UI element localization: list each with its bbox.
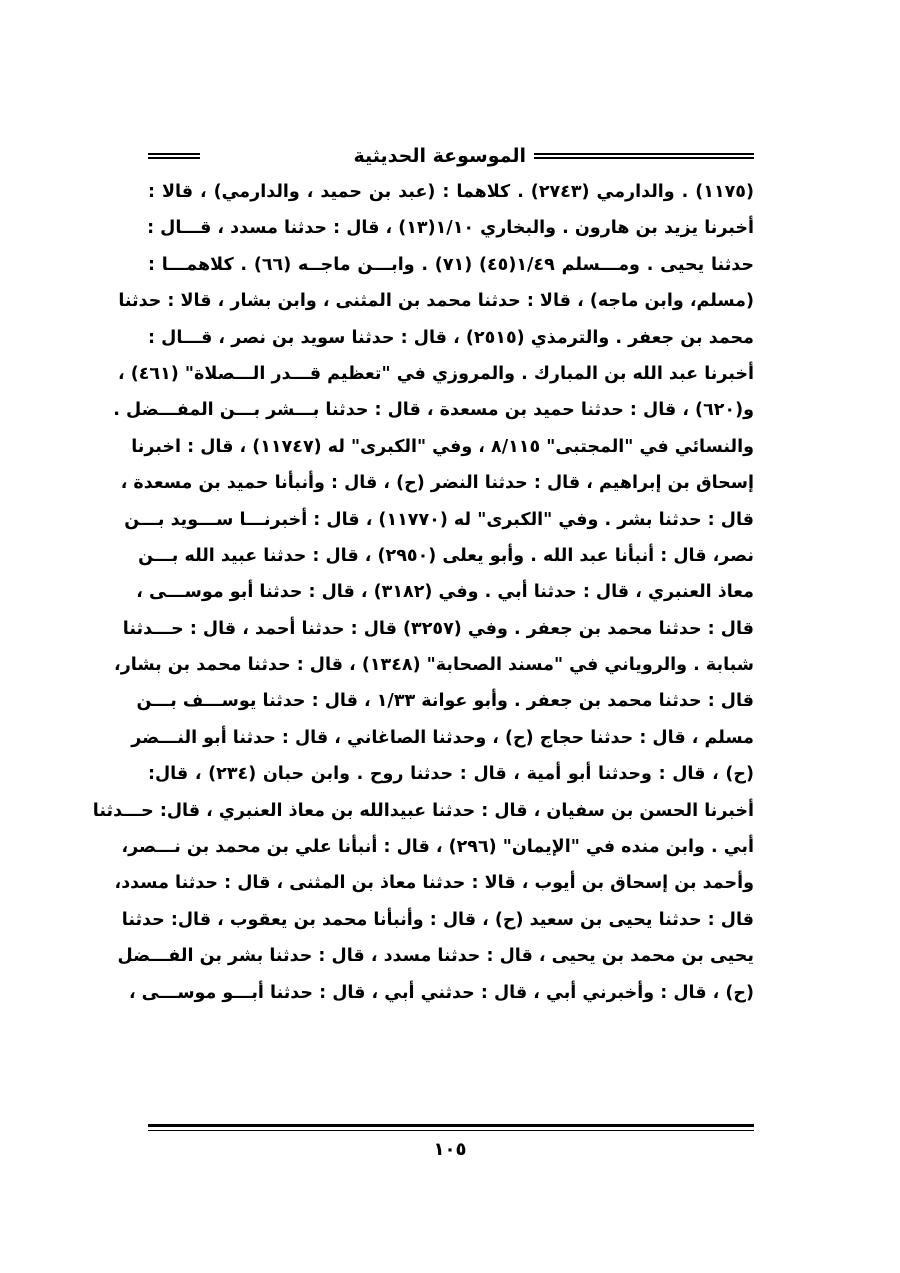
footer-rule (148, 1124, 754, 1131)
text-line: حدثنا يحيى . ومـــسلم ١/٤٩(٤٥) (٧١) . وابـــن ماجــه (٦٦) . كلاهمـــا : (148, 254, 754, 275)
text-line: قال : حدثنا يحيى بن سعيد (ح) ، قال : وأنبأنا محمد بن يعقوب ، قال: حدثنا (121, 909, 754, 930)
header-rule-left (148, 153, 200, 159)
text-line: معاذ العنبري ، قال : حدثنا أبي . وفي (٣١٨٢) ، قال : حدثنا أبو موســـى ، (136, 582, 754, 603)
text-line: قال : حدثنا بشر . وفي "الكبرى" له (١١٧٧٠) ، قال : أخبرنـــا ســـويد بـــن (124, 509, 754, 530)
text-line: أخبرنا يزيد بن هارون . والبخاري ١/١٠(١٣) ، قال : حدثنا مسدد ، قـــال : (147, 218, 754, 239)
body-text (92, 174, 754, 1011)
text-line: قال : حدثنا محمد بن جعفر . وفي (٣٢٥٧) قال : حدثنا أحمد ، قال : حـــدثنا (122, 618, 754, 639)
page-number: ١٠٥ (433, 1139, 467, 1160)
text-line: و(٦٢٠) ، قال : حدثنا حميد بن مسعدة ، قال : حدثنا بـــشر بـــن المفـــضل . (113, 400, 754, 421)
text-line: (ح) ، قال : وأخبرني أبي ، قال : حدثني أبي ، قال : حدثنا أبـــو موســـى ، (128, 982, 754, 1003)
text-line: (ح) ، قال : وحدثنا أبو أمية ، قال : حدثنا روح . وابن حبان (٢٣٤) ، قال: (148, 764, 754, 785)
text-line: والنسائي في "المجتبى" ٨/١١٥ ، وفي "الكبرى" له (١١٧٤٧) ، قال : اخبرنا (131, 436, 754, 457)
text-line: أبي . وابن منده في "الإيمان" (٢٩٦) ، قال : أنبأنا علي بن محمد بن نـــصر، (121, 837, 754, 858)
text-line: أخبرنا عبد الله بن المبارك . والمروزي في "تعظيم قـــدر الـــصلاة" (٤٦١) ، (117, 363, 754, 384)
page-header (148, 140, 754, 172)
text-line: وأحمد بن إسحاق بن أيوب ، قالا : حدثنا معاذ بن المثنى ، قال : حدثنا مسدد، (114, 873, 754, 894)
text-line: (مسلم، وابن ماجه) ، قالا : حدثنا محمد بن المثنى ، وابن بشار ، قالا : حدثنا (118, 291, 754, 312)
header-rule-right (534, 153, 754, 159)
text-line: محمد بن جعفر . والترمذي (٢٥١٥) ، قال : حدثنا سويد بن نصر ، قـــال : (148, 327, 754, 348)
text-line: مسلم ، قال : حدثنا حجاج (ح) ، وحدثنا الصاغاني ، قال : حدثنا أبو النـــضر (131, 727, 754, 748)
text-line: شبابة . والروياني في "مسند الصحابة" (١٣٤٨) ، قال : حدثنا محمد بن بشار، (114, 655, 754, 676)
text-line: (١١٧٥) . والدارمي (٢٧٤٣) . كلاهما : (عبد بن حميد ، والدارمي) ، قالا : (148, 182, 754, 202)
header-title: الموسوعة الحديثية (353, 145, 526, 167)
text-line: قال : حدثنا محمد بن جعفر . وأبو عوانة ١/٣٣ ، قال : حدثنا يوســـف بـــن (136, 691, 754, 712)
text-line: إسحاق بن إبراهيم ، قال : حدثنا النضر (ح) ، قال : وأنبأنا حميد بن مسعدة ، (120, 473, 754, 494)
text-line: نصر، قال : أنبأنا عبد الله . وأبو يعلى (٢٩٥٠) ، قال : حدثنا عبيد الله بـــن (138, 545, 754, 566)
text-line: أخبرنا الحسن بن سفيان ، قال : حدثنا عبيدالله بن معاذ العنبري ، قال: حـــدثنا (92, 800, 754, 821)
text-line: يحيى بن محمد بن يحيى ، قال : حدثنا مسدد ، قال : حدثنا بشر بن الفـــضل (117, 946, 754, 967)
